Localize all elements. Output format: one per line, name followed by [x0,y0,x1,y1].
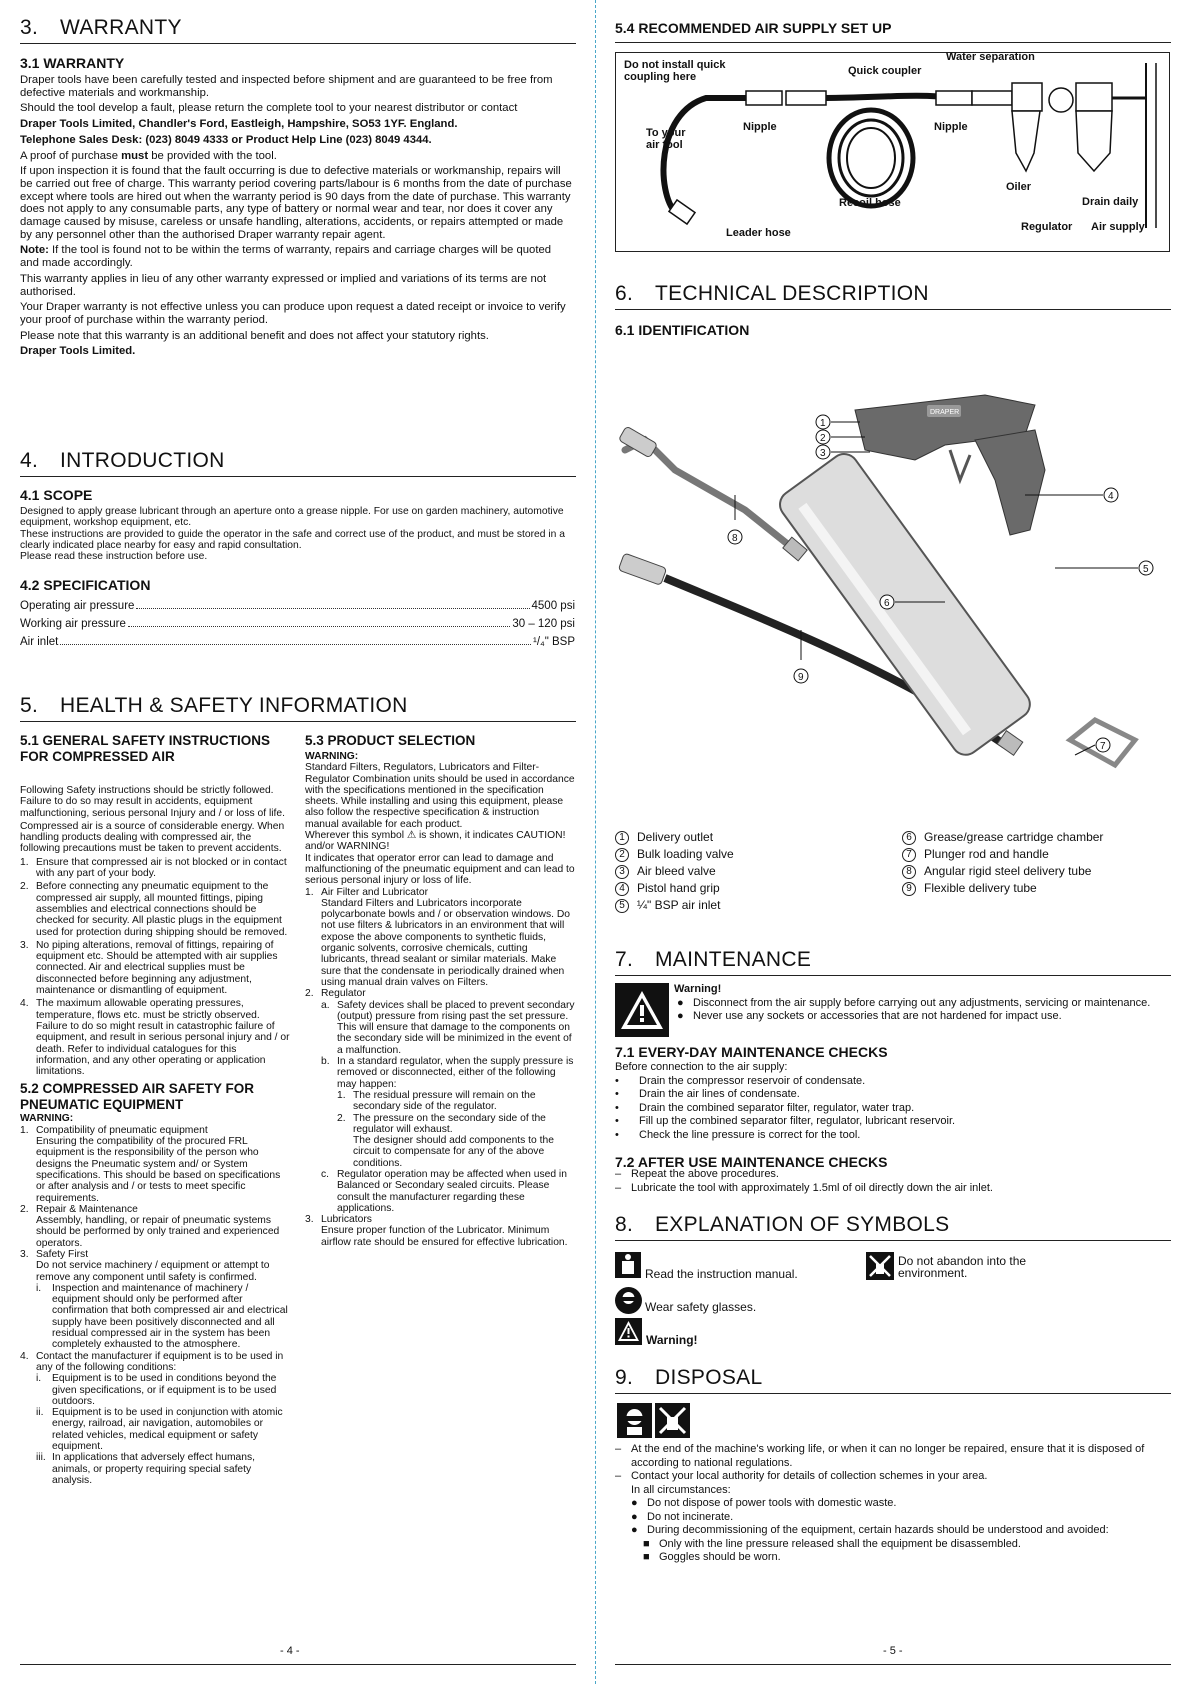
callout-3: 3 [820,448,826,459]
product-selection-text: WARNING: Standard Filters, Regulators, Lubricators and Filter- Regulator Combination units should be used in accordance with the specifications mentioned in the specification sheets. While installing and using this equipment, please also follow the respective specification & instruction manual available for each product. Wherever this symbol ⚠ is shown, it indicates CAUTION! and/or WARNING! It indicates that operator error can lead to damage and malfunctioning of the pneumatic equipment and can lead to serious personal injury or loss of life. 1. Air Filter and Lubricator Standard Filters and Lubricators incorporate polycarbonate bowls and / or observation windows. Do not use filters & lubricators in an environment that will expose the above components to synthetic fluids, organic solvents, corrosive chemicals, cutting lubricants, thread sealant or similar materials. Make sure that the condensate in periodically drained when using manual drain valves on Filters. 2. Regulator a. Safety devices shall be placed to prevent secondary (output) pressure from rising past the set pressure. This will ensure that damage to the components on the secondary side will be minimized in the event of a malfunction. b. In a standard regulator, when the supply pressure is removed or disconnected, either of the following may happen: 1. The residual pressure will remain on the secondary side of the regulator. 2. The pressure on the secondary side of the regulator will exhaust. The designer should add components to the circuit to compensate for any of the above conditions. c. Regulator operation may be affected when used in Balanced or Secondary sealed circuits. Please consult the manufacturer regarding these applications. 3. Lubricators Ensure proper function of the Lubricator. Minimum airflow rate should be ensured for effective lubrication. [305,751,575,1248]
callout-7: 7 [1100,741,1106,752]
parts-legend-right [902,829,1172,897]
warning-symbol-icon [615,1318,642,1345]
callout-5: 5 [1143,564,1149,575]
subheading-5-4: 5.4 RECOMMENDED AIR SUPPLY SET UP [615,20,1171,43]
subheading-3-1: 3.1 WARRANTY [20,55,125,71]
page-number-right: - 5 - [883,1645,903,1657]
callout-4: 4 [1108,491,1114,502]
spec-row: Working air pressure 30 – 120 psi [20,618,575,630]
part-row: 2 Bulk loading valve [615,846,875,863]
part-row: 3 Air bleed valve [615,863,875,880]
symbol-warning: Warning! [646,1333,698,1347]
subheading-6-1: 6.1 IDENTIFICATION [615,322,750,338]
subheading-5-3: 5.3 PRODUCT SELECTION [305,733,476,748]
page-number-left: - 4 - [280,1645,300,1657]
spec-table [20,597,575,651]
section-7-heading: 7. MAINTENANCE [615,948,1171,976]
after-use-checks: – Repeat the above procedures. – Lubricate the tool with approximately 1.5ml of oil directly down the air inlet. [615,1168,993,1194]
safety-glasses-icon [615,1287,642,1314]
part-row: 6 Grease/grease cartridge chamber [902,829,1172,846]
section-4-heading: 4. INTRODUCTION [20,449,576,477]
part-row: 5 ¼" BSP air inlet [615,897,875,914]
callout-1: 1 [820,418,826,429]
section-5-heading: 5. HEALTH & SAFETY INFORMATION [20,694,576,722]
footer-rule-right [615,1664,1171,1665]
symbol-no-abandon: Do not abandon into the environment. [898,1254,1027,1280]
warranty-text: Draper tools have been carefully tested and inspected before shipment and are guaranteed to be free from defective materials and workmanship. Should the tool develop a fault, please return the complete tool to your nearest distributor or contact Draper Tools Limited, Chandler's Ford, Eastleigh, Hampshire, SO53 1YF. England. Telephone Sales Desk: (023) 8049 4333 or Product Help Line (023) 8049 4344. A proof of purchase must be provided with the tool. If upon inspection it is found that the fault occurring is due to defective materials or workmanship, repairs will be carried out free of charge. This warranty period covering parts/labour is 6 months from the date of purchase except where tools are hired out when the warranty period is 90 days from the date of purchase. This warranty does not apply to any consumable parts, any type of battery or normal wear and tear, nor does it cover any damage caused by misuse, careless or unsafe handling, alterations, accidents, or repairs attempted or made by any personnel other than the authorised Draper warranty repair agent. Note: If the tool is found not to be within the terms of warranty, repairs and carriage charges will be quoted and made accordingly. This warranty applies in lieu of any other warranty expressed or implied and variations of its terms are not authorised. Your Draper warranty is not effective unless you can produce upon request a dated receipt or invoice to verify your proof of purchase within the warranty period. Please note that this warranty is an additional benefit and does not affect your statutory rights. Draper Tools Limited. [20,74,572,358]
general-safety-text: Following Safety instructions should be strictly followed. Failure to do so may result in accidents, equipment malfunctioning, serious personal Injury and / or loss of life. Compressed air is a source of considerable energy. When handling products dealing with compressed air, the following precautions must be taken to prevent accidents. 1. Ensure that compressed air is not blocked or in contact with any part of your body. 2. Before connecting any pneumatic equipment to the compressed air supply, all mounted fittings, piping assemblies and electrical connections should be checked for security. All plastic plugs in the equipment used for protection during shipping should be removed. 3. No piping alterations, removal of fittings, repairing of equipment etc. Should be attempted with air supplies connected. Air and electrical supplies must be disconnected before beginning any adjustment, maintenance or dismantling of equipment. 4. The maximum allowable operating pressures, temperature, flows etc. must be strictly observed. Failure to do so might result in catastrophic failure of equipment, and result in serious personal injury and / or death. Refer to individual catalogues for this information, and any other operating or application limitations. 5.2 COMPRESSED AIR SAFETY FOR PNEUMATIC EQUIPMENT WARNING: 1. Compatibility of pneumatic equipment Ensuring the compatibility of the procured FRL equipment is the responsibility of the person who designs the Pneumatic system and/ or System specifications. This should be based on specifications or after analysis and / or tests to meet specific requirements. 2. Repair & Maintenance Assembly, handling, or repair of pneumatic systems should be performed by only trained and experienced operators. 3. Safety First Do not service machinery / equipment or attempt to remove any component until safety is confirmed. i. Inspection and maintenance of machinery / equipment should only be performed after confirmation that both compressed air and electrical supply have been positively disconnected and all residual compressed air in the system has been completely exhausted to the atmosphere. 4. Contact the manufacturer if equipment is to be used in any of the following conditions: i. Equipment is to be used in conditions beyond the given specifications, or if equipment is to be used outdoors. ii. Equipment is to be used in conjunction with atomic energy, railroad, air navigation, automobiles or related vehicles, medical equipment or safety equipment. iii. In applications that adversely effect humans, animals, or property requiring special safety analysis. [20,785,290,1486]
spec-row: Operating air pressure 4500 psi [20,600,575,612]
part-row: 9 Flexible delivery tube [902,880,1172,897]
brand-text: DRAPER [930,409,960,416]
part-row: 4 Pistol hand grip [615,880,875,897]
disposal-text: – At the end of the machine's working life, or when it can no longer be repaired, ensure that it is disposed of according to national regulations. – Contact your local authority for details of collection schemes in your area. In all circumstances: ● Do not dispose of power tools with domestic waste. ● Do not incinerate. ● During decommissioning of the equipment, certain hazards should be understood and avoided: ■ Only with the line pressure released shall the equipment be disassembled. ■ Goggles should be worn. [615,1443,1145,1563]
maintenance-warning: Warning! ● Disconnect from the air supply before carrying out any adjustments, servicing or maintenance. ● Never use any sockets or accessories that are not hardened for impact use. [674,983,1151,1022]
disposal-bin-icon [655,1403,690,1438]
part-row: 1 Delivery outlet [615,829,875,846]
callout-9: 9 [798,672,804,683]
page-fold-divider [595,0,596,1684]
footer-rule [20,1664,576,1665]
everyday-checks: Before connection to the air supply: • Drain the compressor reservoir of condensate. • Drain the air lines of condensate. • Drain the combined separator filter, regulator, water trap. • Fill up the combined separator filter, regulator, lubricant reservoir. • Check the line pressure is correct for the tool. [615,1061,956,1141]
section-6-heading: 6. TECHNICAL DESCRIPTION [615,282,1171,310]
section-9-heading: 9. DISPOSAL [615,1366,1171,1394]
section-8-heading: 8. EXPLANATION OF SYMBOLS [615,1213,1171,1241]
spec-row: Air inlet ¹/₄" BSP [20,636,575,648]
warning-icon [615,983,669,1037]
callout-2: 2 [820,433,826,444]
part-row: 7 Plunger rod and handle [902,846,1172,863]
subheading-7-1: 7.1 EVERY-DAY MAINTENANCE CHECKS [615,1044,888,1060]
callout-8: 8 [732,533,738,544]
subheading-4-1: 4.1 SCOPE [20,487,93,503]
callout-6: 6 [884,598,890,609]
section-3-heading: 3. WARRANTY [20,16,576,44]
no-abandon-icon [866,1252,894,1280]
grease-gun-illustration [615,370,1175,800]
read-manual-icon [615,1252,641,1278]
symbol-safety-glasses: Wear safety glasses. [645,1300,757,1314]
scope-text: Designed to apply grease lubricant through an aperture onto a grease nipple. For use on garden machinery, automotive equipment, workshop equipment, etc. These instructions are provided to guide the operator in the safe and correct use of the product, and must be stored in a clearly indicated place nearby for easy and rapid consultation. Please read these instruction before use. [20,506,565,563]
parts-legend-left [615,829,875,914]
subheading-5-1: 5.1 GENERAL SAFETY INSTRUCTIONS FOR COMPRESSED AIR [20,733,271,764]
subheading-4-2: 4.2 SPECIFICATION [20,577,151,593]
subheading-5-2: 5.2 COMPRESSED AIR SAFETY FOR PNEUMATIC EQUIPMENT [20,1081,255,1113]
air-supply-diagram: Do not install quick coupling here Quick coupler Water separation To your air tool Nipple Nipple Oiler Recoil hose Drain daily Leader hose Regulator Air supply [615,52,1170,252]
disposal-glasses-icon [617,1403,652,1438]
part-row: 8 Angular rigid steel delivery tube [902,863,1172,880]
symbol-read-manual: Read the instruction manual. [645,1267,798,1281]
subheading-7-2: 7.2 AFTER USE MAINTENANCE CHECKS [615,1154,888,1170]
